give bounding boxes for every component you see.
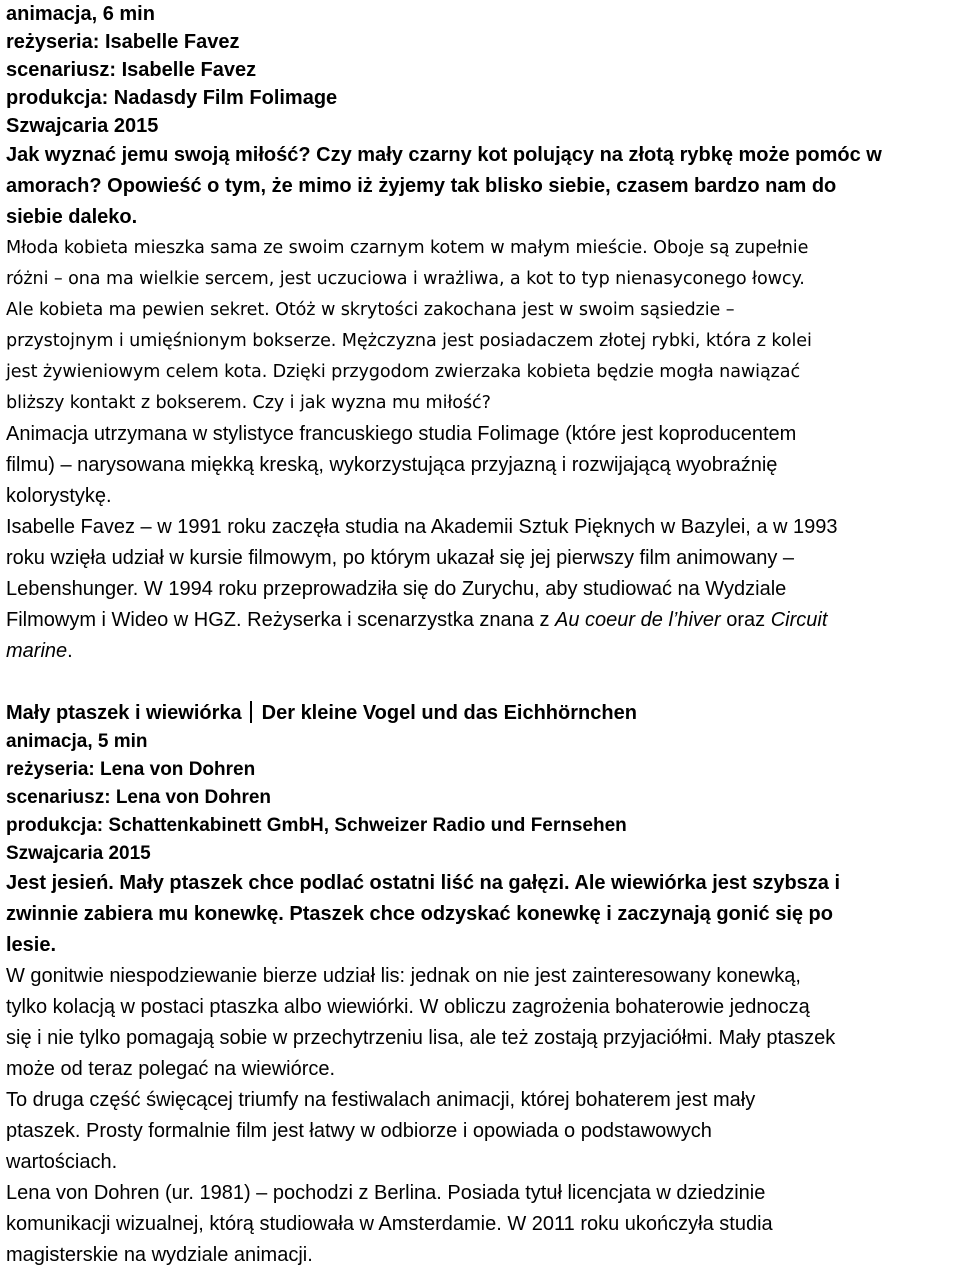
film-2-section: [6, 698, 956, 1271]
film-2-title: [6, 698, 956, 728]
film-2-director: reżyseria: Lena von Dohren: [6, 759, 256, 780]
film-1-synopsis-line: przystojnym i umięśnionym bokserze. Mężczyzna jest posiadaczem złotej rybki, która z kolei: [6, 331, 812, 351]
film-1-synopsis-line: bliższy kontakt z bokserem. Czy i jak wyzna mu miłość?: [6, 393, 491, 413]
film-1-director-bio: [6, 512, 956, 667]
film-2-synopsis: [6, 961, 956, 1085]
title-separator: [250, 701, 252, 723]
film-2-intro: [6, 868, 956, 961]
document-page: [6, 0, 956, 1271]
film-2-bio-line: Lena von Dohren (ur. 1981) – pochodzi z Berlina. Posiada tytuł licencjata w dziedzinie: [6, 1182, 766, 1204]
film-2-director-bio: [6, 1178, 956, 1271]
film-2-synopsis-line: tylko kolacją w postaci ptaszka albo wiewiórki. W obliczu zagrożenia bohaterowie jednoczą: [6, 996, 810, 1018]
film-1-synopsis-line: Młoda kobieta mieszka sama ze swoim czarnym kotem w małym mieście. Oboje są zupełnie: [6, 238, 809, 258]
film-2-intro-line: lesie.: [6, 934, 57, 956]
film-2-title-pl: Mały ptaszek i wiewiórka: [6, 702, 242, 724]
film-1-intro-line: amorach? Opowieść o tym, że mimo iż żyjemy tak blisko siebie, czasem bardzo nam do: [6, 175, 837, 197]
film-2-synopsis-line: W gonitwie niespodziewanie bierze udział lis: jednak on nie jest zainteresowany konewką,: [6, 965, 801, 987]
film-2-intro-line: zwinnie zabiera mu konewkę. Ptaszek chce odzyskać konewkę i zaczynają gonić się po: [6, 903, 833, 925]
film-2-production: produkcja: Schattenkabinett GmbH, Schweizer Radio und Fernsehen: [6, 815, 627, 836]
film-1-bio-line: roku wzięła udział w kursie filmowym, po którym ukazał się jej pierwszy film animowany –: [6, 547, 795, 569]
film-2-bio-line: magisterskie na wydziale animacji.: [6, 1244, 313, 1266]
film-1-bio-title-b-part1: Circuit: [770, 609, 828, 631]
film-1-production: produkcja: Nadasdy Film Folimage: [6, 87, 338, 109]
film-1-bio-line: Lebenshunger. W 1994 roku przeprowadziła się do Zurychu, aby studiować na Wydziale: [6, 578, 787, 600]
film-1-style: [6, 419, 956, 512]
film-1-bio-line-text: Filmowym i Wideo w HGZ. Reżyserka i scenarzystka znana z: [6, 609, 556, 631]
film-1-bio-oraz: oraz: [720, 609, 771, 631]
film-1-screenplay: scenariusz: Isabelle Favez: [6, 59, 257, 81]
film-1-bio-line: [6, 636, 956, 667]
film-1-meta: [6, 0, 956, 140]
film-1-genre-duration: animacja, 6 min: [6, 3, 155, 25]
film-2-synopsis-line: się i nie tylko pomagają sobie w przechytrzeniu lisa, ale też zostają przyjaciółmi. Mały ptaszek: [6, 1027, 836, 1049]
film-1-synopsis: [6, 233, 956, 419]
film-1-bio-title-b-part2: marine: [6, 640, 68, 662]
film-1-synopsis-line: różni – ona ma wielkie sercem, jest uczuciowa i wrażliwa, a kot to typ nienasyconego łowcy.: [6, 269, 805, 289]
film-2-festival-line: To druga część święcącej triumfy na festiwalach animacji, której bohaterem jest mały: [6, 1089, 756, 1111]
film-2-festival-note: [6, 1085, 956, 1178]
film-1-country-year: Szwajcaria 2015: [6, 115, 159, 137]
film-2-title-de: Der kleine Vogel und das Eichhörnchen: [261, 702, 637, 724]
film-1-bio-title-a: Au coeur de l’hiver: [555, 609, 721, 631]
film-1-intro-line: Jak wyznać jemu swoją miłość? Czy mały czarny kot polujący na złotą rybkę może pomóc w: [6, 144, 882, 166]
film-1-style-line: kolorystykę.: [6, 485, 112, 507]
film-2-festival-line: ptaszek. Prosty formalnie film jest łatwy w odbiorze i opowiada o podstawowych: [6, 1120, 712, 1142]
film-2-festival-line: wartościach.: [6, 1151, 118, 1173]
film-1-synopsis-line: jest żywieniowym celem kota. Dzięki przygodom zwierzaka kobieta będzie mogła nawiązać: [6, 362, 801, 382]
film-1-style-line: filmu) – narysowana miękką kreską, wykorzystująca przyjazną i rozwijającą wyobraźnię: [6, 454, 778, 476]
film-2-intro-line: Jest jesień. Mały ptaszek chce podlać ostatni liść na gałęzi. Ale wiewiórka jest szybsza i: [6, 872, 841, 894]
film-1-bio-line: [6, 605, 956, 636]
film-1-bio-end: .: [67, 640, 73, 662]
film-2-meta: [6, 728, 956, 868]
film-1-section: [6, 0, 956, 667]
film-1-style-line: Animacja utrzymana w stylistyce francuskiego studia Folimage (które jest koproducentem: [6, 423, 797, 445]
film-2-screenplay: scenariusz: Lena von Dohren: [6, 787, 272, 808]
film-1-synopsis-line: Ale kobieta ma pewien sekret. Otóż w skrytości zakochana jest w swoim sąsiedzie –: [6, 300, 735, 320]
film-2-bio-line: komunikacji wizualnej, którą studiowała w Amsterdamie. W 2011 roku ukończyła studia: [6, 1213, 773, 1235]
film-1-intro: [6, 140, 956, 233]
film-2-genre-duration: animacja, 5 min: [6, 731, 148, 752]
film-2-country-year: Szwajcaria 2015: [6, 843, 151, 864]
film-1-intro-line: siebie daleko.: [6, 206, 138, 228]
film-2-synopsis-line: może od teraz polegać na wiewiórce.: [6, 1058, 336, 1080]
film-1-director: reżyseria: Isabelle Favez: [6, 31, 240, 53]
film-1-bio-line: Isabelle Favez – w 1991 roku zaczęła studia na Akademii Sztuk Pięknych w Bazylei, a w 1993: [6, 516, 838, 538]
section-spacer: [6, 667, 956, 698]
